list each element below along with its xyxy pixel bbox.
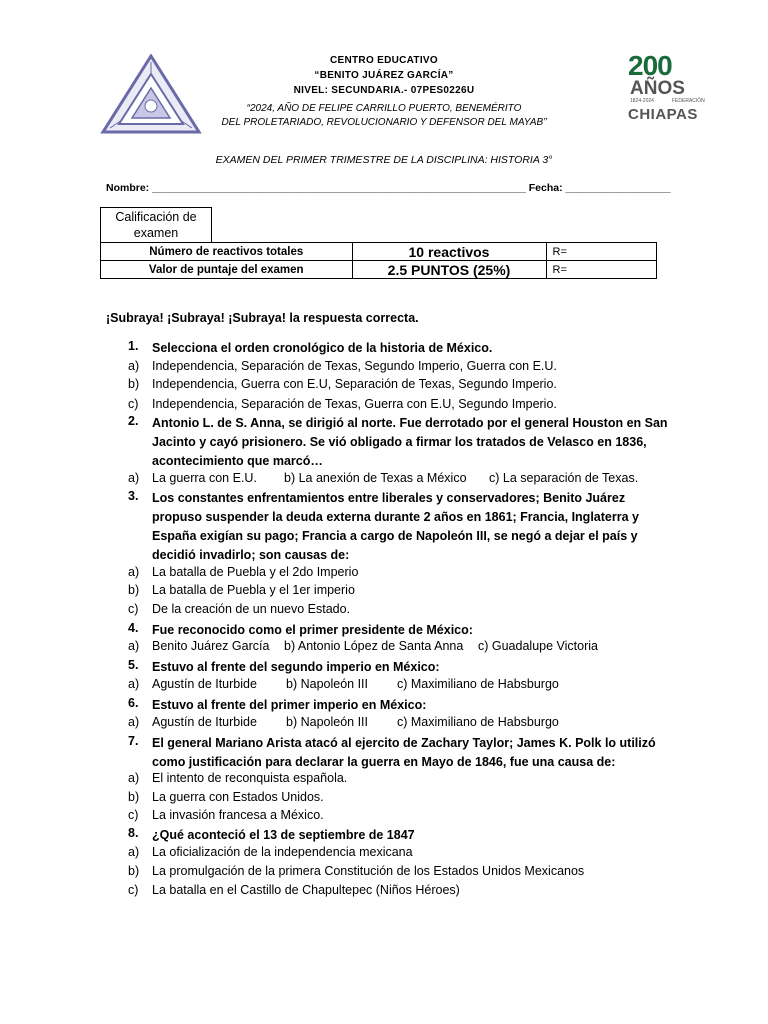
question-5-text: Estuvo al frente del segundo imperio en México: xyxy=(152,660,440,674)
question-2-text: Antonio L. de S. Anna, se dirigió al norte. Fue derrotado por el general Houston en San Jacinto y cayó prisionero. Se vió obligado a firmar los tratados de Velasco en 1836, acontecimiento que marcó… xyxy=(152,416,668,468)
question-2-option-c[interactable]: c) La separación de Texas. xyxy=(489,471,639,485)
question-8-option-c[interactable]: La batalla en el Castillo de Chapultepec (Niños Héroes) xyxy=(152,883,460,897)
question-3-option-b[interactable]: La batalla de Puebla y el 1er imperio xyxy=(152,583,355,597)
motto-line-1: “2024, AÑO DE FELIPE CARRILLO PUERTO, BENEMÉRITO xyxy=(246,103,522,114)
question-4-text: Fue reconocido como el primer presidente de México: xyxy=(152,623,473,637)
question-6-option-c[interactable]: c) Maximiliano de Habsburgo xyxy=(397,715,559,729)
question-number: 2. xyxy=(128,414,139,428)
grade-row-1-label: Número de reactivos totales xyxy=(101,243,353,261)
question-7-option-b[interactable]: La guerra con Estados Unidos. xyxy=(152,790,324,804)
question-3-text: Los constantes enfrentamientos entre liberales y conservadores; Benito Juárez propuso suspender la deuda externa durante 2 años en 1861; Francia, Inglaterra y España exigían su pago; Francia a cargo de Napoleón III, se negó a dejar el país y decidió invadirlo; son causas de: xyxy=(152,491,639,562)
question-6-option-b[interactable]: b) Napoleón III xyxy=(286,715,368,729)
question-number: 6. xyxy=(128,696,139,710)
option-letter: a) xyxy=(128,639,140,653)
school-level: NIVEL: SECUNDARIA.- 07PES0226U xyxy=(293,85,475,96)
question-1-option-b[interactable]: Independencia, Guerra con E.U, Separación de Texas, Segundo Imperio. xyxy=(152,377,557,391)
logo-years: 1824-2024 xyxy=(630,98,654,104)
name-date-field[interactable]: Nombre: ________________________________________________________________ Fecha: __________________ xyxy=(106,182,671,194)
option-letter: a) xyxy=(128,565,140,579)
question-1-option-a[interactable]: Independencia, Separación de Texas, Segundo Imperio, Guerra con E.U. xyxy=(152,359,557,373)
question-7-option-a[interactable]: El intento de reconquista española. xyxy=(152,771,348,785)
exam-title: EXAMEN DEL PRIMER TRIMESTRE DE LA DISCIPLINA: HISTORIA 3° xyxy=(215,154,553,166)
question-8-text: ¿Qué aconteció el 13 de septiembre de 1847 xyxy=(152,828,415,842)
question-6-option-a[interactable]: Agustín de Iturbide xyxy=(152,715,257,729)
option-letter: b) xyxy=(128,377,140,391)
option-letter: a) xyxy=(128,771,140,785)
option-letter: a) xyxy=(128,845,140,859)
question-8-option-b[interactable]: La promulgación de la primera Constitución de los Estados Unidos Mexicanos xyxy=(152,864,585,878)
school-name-line: CENTRO EDUCATIVO xyxy=(330,55,438,66)
option-letter: c) xyxy=(128,397,139,411)
question-7-text: El general Mariano Arista atacó al ejercito de Zachary Taylor; James K. Polk lo utilizó como justificación para declarar la guerra en Mayo de 1846, fue una causa de: xyxy=(152,736,656,769)
question-2-option-b[interactable]: b) La anexión de Texas a México xyxy=(284,471,467,485)
question-number: 5. xyxy=(128,658,139,672)
instructions: ¡Subraya! ¡Subraya! ¡Subraya! la respuesta correcta. xyxy=(106,311,419,325)
question-3-option-c[interactable]: De la creación de un nuevo Estado. xyxy=(152,602,351,616)
logo-number: 200 xyxy=(628,50,672,81)
question-number: 4. xyxy=(128,621,139,635)
grade-row-1-answer[interactable]: R= xyxy=(546,243,656,261)
logo-state: CHIAPAS xyxy=(628,106,698,123)
question-number: 3. xyxy=(128,489,139,503)
question-1-text: Selecciona el orden cronológico de la historia de México. xyxy=(152,341,493,355)
question-3-option-a[interactable]: La batalla de Puebla y el 2do Imperio xyxy=(152,565,359,579)
question-4-option-a[interactable]: Benito Juárez García xyxy=(152,639,270,653)
option-letter: b) xyxy=(128,583,140,597)
question-1-option-c[interactable]: Independencia, Separación de Texas, Guerra con E.U, Segundo Imperio. xyxy=(152,397,557,411)
question-4-option-b[interactable]: b) Antonio López de Santa Anna xyxy=(284,639,464,653)
grade-table xyxy=(100,207,657,279)
question-7-option-c[interactable]: La invasión francesa a México. xyxy=(152,808,324,822)
logo-caption: FEDERACIÓN xyxy=(672,98,705,104)
question-5-option-c[interactable]: c) Maximiliano de Habsburgo xyxy=(397,677,559,691)
question-number: 8. xyxy=(128,826,139,840)
grade-row-1-value: 10 reactivos xyxy=(352,243,546,261)
question-2-option-a[interactable]: La guerra con E.U. xyxy=(152,471,257,485)
option-letter: a) xyxy=(128,715,140,729)
question-6-text: Estuvo al frente del primer imperio en México: xyxy=(152,698,427,712)
option-letter: c) xyxy=(128,883,139,897)
option-letter: c) xyxy=(128,602,139,616)
question-5-option-a[interactable]: Agustín de Iturbide xyxy=(152,677,257,691)
option-letter: b) xyxy=(128,864,140,878)
option-letter: c) xyxy=(128,808,139,822)
option-letter: b) xyxy=(128,790,140,804)
grade-row-2-label: Valor de puntaje del examen xyxy=(101,261,353,279)
school-name: “BENITO JUÁREZ GARCÍA” xyxy=(314,70,454,81)
option-letter: a) xyxy=(128,471,140,485)
grade-label: Calificación de examen xyxy=(115,210,197,240)
question-number: 1. xyxy=(128,339,139,353)
question-4-option-c[interactable]: c) Guadalupe Victoria xyxy=(478,639,598,653)
option-letter: a) xyxy=(128,359,140,373)
grade-row-2-value: 2.5 PUNTOS (25%) xyxy=(352,261,546,279)
option-letter: a) xyxy=(128,677,140,691)
grade-row-2-answer[interactable]: R= xyxy=(546,261,656,279)
logo-word: AÑOS xyxy=(630,78,685,99)
chiapas-200-logo xyxy=(624,50,746,126)
question-number: 7. xyxy=(128,734,139,748)
motto-line-2: DEL PROLETARIADO, REVOLUCIONARIO Y DEFENSOR DEL MAYAB” xyxy=(221,117,547,128)
question-8-option-a[interactable]: La oficialización de la independencia mexicana xyxy=(152,845,413,859)
question-5-option-b[interactable]: b) Napoleón III xyxy=(286,677,368,691)
grade-label-cell xyxy=(101,208,212,243)
